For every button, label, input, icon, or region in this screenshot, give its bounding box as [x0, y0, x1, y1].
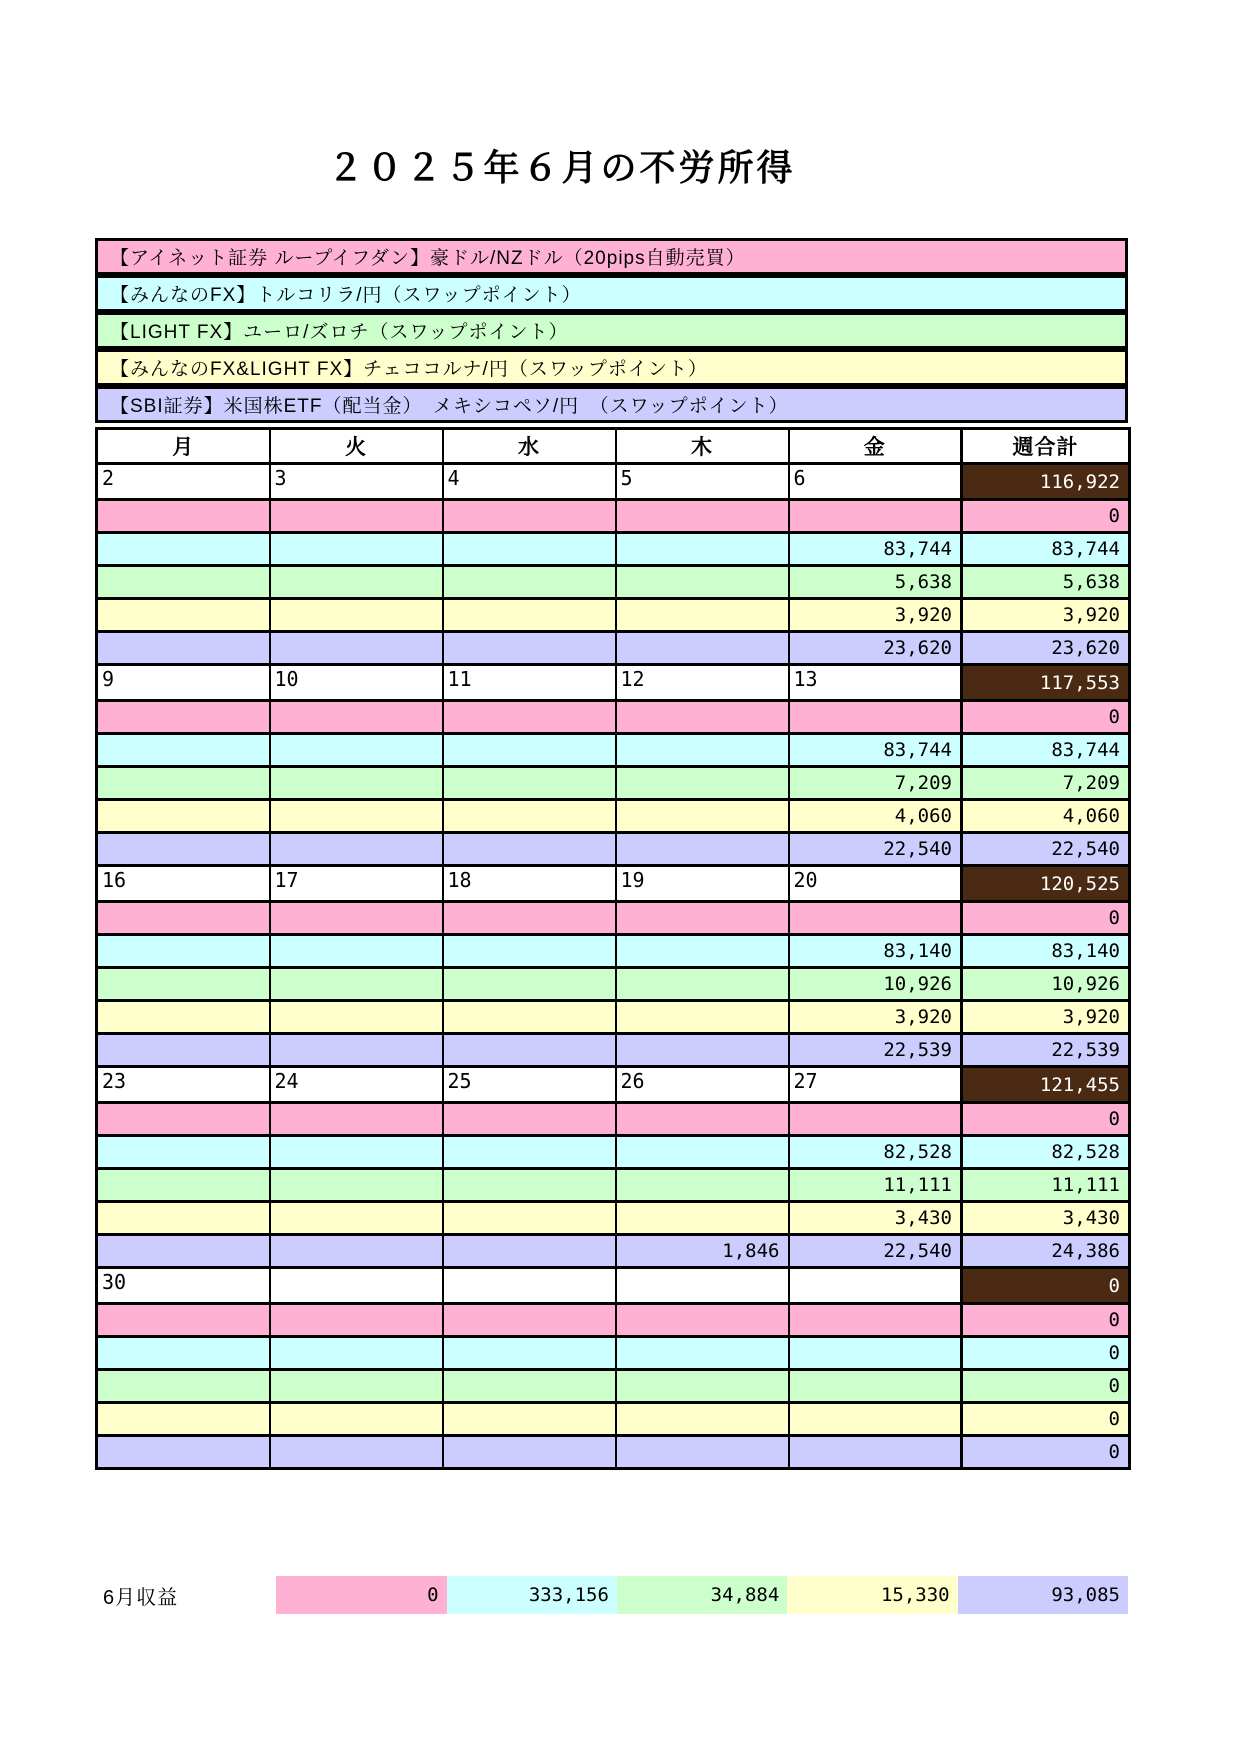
week-5-purple-row: [97, 1436, 1130, 1469]
day-header-1: 月: [97, 429, 270, 464]
row-total-cell: 0: [962, 902, 1130, 935]
value-cell: [270, 1202, 443, 1235]
day-header-4: 木: [616, 429, 789, 464]
value-cell: [443, 1436, 616, 1469]
date-cell: [443, 1268, 616, 1304]
value-cell: 7,209: [789, 767, 962, 800]
value-cell: [270, 533, 443, 566]
value-cell: [270, 1136, 443, 1169]
value-cell: [270, 935, 443, 968]
row-total-cell: 3,920: [962, 599, 1130, 632]
week-total-cell: 120,525: [962, 866, 1130, 902]
value-cell: [616, 1103, 789, 1136]
value-cell: 4,060: [789, 800, 962, 833]
date-cell: 9: [97, 665, 270, 701]
monthly-summary: [95, 1576, 1128, 1614]
week-2-pink-row: [97, 701, 1130, 734]
value-cell: [97, 767, 270, 800]
legend-label: 【SBI証券】米国株ETF（配当金） メキシコペソ/円 （スワップポイント）: [110, 396, 789, 417]
date-cell: 10: [270, 665, 443, 701]
value-cell: [97, 566, 270, 599]
value-cell: [270, 734, 443, 767]
value-cell: [270, 566, 443, 599]
week-2-yellow-row: [97, 800, 1130, 833]
week-3-cyan-row: [97, 935, 1130, 968]
summary-cell-pink: 0: [276, 1576, 446, 1614]
week-total-cell: 116,922: [962, 464, 1130, 500]
value-cell: 5,638: [789, 566, 962, 599]
value-cell: [97, 1001, 270, 1034]
value-cell: [97, 968, 270, 1001]
date-cell: 25: [443, 1067, 616, 1103]
value-cell: [616, 800, 789, 833]
value-cell: [789, 1103, 962, 1136]
week-4-date-row: [97, 1067, 1130, 1103]
week-2-green-row: [97, 767, 1130, 800]
value-cell: [443, 1136, 616, 1169]
value-cell: [443, 1337, 616, 1370]
date-cell: [616, 1268, 789, 1304]
value-cell: 83,744: [789, 533, 962, 566]
value-cell: 3,920: [789, 1001, 962, 1034]
row-total-cell: 0: [962, 1436, 1130, 1469]
legend-label: 【LIGHT FX】ユーロ/ズロチ（スワップポイント）: [110, 322, 569, 343]
value-cell: [97, 500, 270, 533]
legend-row-pink: [95, 238, 1128, 275]
value-cell: [270, 1436, 443, 1469]
value-cell: [270, 1403, 443, 1436]
row-total-cell: 0: [962, 1337, 1130, 1370]
row-total-cell: 83,140: [962, 935, 1130, 968]
row-total-cell: 24,386: [962, 1235, 1130, 1268]
value-cell: [97, 935, 270, 968]
week-1-purple-row: [97, 632, 1130, 665]
value-cell: [616, 1337, 789, 1370]
value-cell: [270, 701, 443, 734]
row-total-cell: 83,744: [962, 533, 1130, 566]
value-cell: [270, 968, 443, 1001]
value-cell: 22,540: [789, 833, 962, 866]
date-cell: 24: [270, 1067, 443, 1103]
value-cell: [443, 734, 616, 767]
header-row: [97, 429, 1130, 464]
page-title: ２０２５年６月の不労所得: [327, 147, 796, 188]
value-cell: [616, 734, 789, 767]
value-cell: [616, 1136, 789, 1169]
value-cell: [443, 800, 616, 833]
value-cell: 83,140: [789, 935, 962, 968]
value-cell: [97, 599, 270, 632]
week-total-cell: 121,455: [962, 1067, 1130, 1103]
date-cell: 27: [789, 1067, 962, 1103]
value-cell: [270, 599, 443, 632]
week-3-purple-row: [97, 1034, 1130, 1067]
summary-cell-yellow: 15,330: [787, 1576, 957, 1614]
row-total-cell: 4,060: [962, 800, 1130, 833]
value-cell: [270, 800, 443, 833]
value-cell: [97, 632, 270, 665]
week-1-pink-row: [97, 500, 1130, 533]
value-cell: [443, 1403, 616, 1436]
value-cell: [97, 833, 270, 866]
week-1-date-row: [97, 464, 1130, 500]
value-cell: [97, 734, 270, 767]
value-cell: [270, 902, 443, 935]
row-total-cell: 5,638: [962, 566, 1130, 599]
value-cell: [789, 902, 962, 935]
value-cell: [616, 500, 789, 533]
value-cell: [270, 1304, 443, 1337]
value-cell: 83,744: [789, 734, 962, 767]
value-cell: [97, 1403, 270, 1436]
value-cell: [443, 533, 616, 566]
row-total-cell: 10,926: [962, 968, 1130, 1001]
value-cell: [443, 1235, 616, 1268]
value-cell: 3,920: [789, 599, 962, 632]
value-cell: [97, 1034, 270, 1067]
summary-cell-purple: 93,085: [958, 1576, 1128, 1614]
row-total-cell: 23,620: [962, 632, 1130, 665]
value-cell: [97, 800, 270, 833]
value-cell: [443, 767, 616, 800]
value-cell: [789, 1337, 962, 1370]
date-cell: 16: [97, 866, 270, 902]
value-cell: [97, 1436, 270, 1469]
summary-cell-green: 34,884: [617, 1576, 787, 1614]
value-cell: 1,846: [616, 1235, 789, 1268]
value-cell: [270, 1169, 443, 1202]
row-total-cell: 0: [962, 1304, 1130, 1337]
legend-label: 【アイネット証券 ループイフダン】豪ドル/NZドル（20pips自動売買）: [110, 248, 746, 269]
value-cell: [616, 1169, 789, 1202]
value-cell: [270, 767, 443, 800]
value-cell: [616, 833, 789, 866]
day-header-3: 水: [443, 429, 616, 464]
date-cell: 12: [616, 665, 789, 701]
value-cell: [789, 500, 962, 533]
value-cell: [789, 1436, 962, 1469]
value-cell: [616, 1370, 789, 1403]
value-cell: [616, 533, 789, 566]
week-3-pink-row: [97, 902, 1130, 935]
value-cell: [270, 1034, 443, 1067]
week-5-cyan-row: [97, 1337, 1130, 1370]
value-cell: [443, 1202, 616, 1235]
date-cell: 2: [97, 464, 270, 500]
value-cell: [789, 1403, 962, 1436]
value-cell: 23,620: [789, 632, 962, 665]
legend-label: 【みんなのFX&LIGHT FX】チェココルナ/円（スワップポイント）: [110, 359, 708, 380]
week-5-yellow-row: [97, 1403, 1130, 1436]
week-4-cyan-row: [97, 1136, 1130, 1169]
date-cell: 3: [270, 464, 443, 500]
week-3-date-row: [97, 866, 1130, 902]
day-header-5: 金: [789, 429, 962, 464]
date-cell: 17: [270, 866, 443, 902]
value-cell: [443, 1304, 616, 1337]
value-cell: [443, 1103, 616, 1136]
date-cell: 23: [97, 1067, 270, 1103]
week-total-cell: 117,553: [962, 665, 1130, 701]
legend-row-yellow: [95, 349, 1128, 386]
value-cell: [616, 1202, 789, 1235]
row-total-cell: 22,539: [962, 1034, 1130, 1067]
value-cell: [616, 902, 789, 935]
row-total-cell: 0: [962, 1103, 1130, 1136]
week-2-purple-row: [97, 833, 1130, 866]
week-4-yellow-row: [97, 1202, 1130, 1235]
value-cell: [270, 1337, 443, 1370]
value-cell: [97, 533, 270, 566]
value-cell: [97, 1337, 270, 1370]
value-cell: [97, 1136, 270, 1169]
date-cell: 5: [616, 464, 789, 500]
date-cell: 19: [616, 866, 789, 902]
date-cell: 18: [443, 866, 616, 902]
value-cell: [616, 1403, 789, 1436]
value-cell: 22,540: [789, 1235, 962, 1268]
value-cell: [616, 1034, 789, 1067]
date-cell: [789, 1268, 962, 1304]
value-cell: [789, 1304, 962, 1337]
week-4-purple-row: [97, 1235, 1130, 1268]
value-cell: [443, 833, 616, 866]
date-cell: 26: [616, 1067, 789, 1103]
value-cell: [97, 1202, 270, 1235]
value-cell: [616, 701, 789, 734]
value-cell: [97, 1370, 270, 1403]
legend-row-cyan: [95, 275, 1128, 312]
value-cell: [443, 701, 616, 734]
week-2-cyan-row: [97, 734, 1130, 767]
summary-label: 6月収益: [103, 1586, 179, 1609]
row-total-cell: 11,111: [962, 1169, 1130, 1202]
summary-cell-cyan: 333,156: [447, 1576, 617, 1614]
date-cell: 4: [443, 464, 616, 500]
value-cell: [443, 566, 616, 599]
date-cell: 20: [789, 866, 962, 902]
value-cell: [443, 902, 616, 935]
value-cell: 22,539: [789, 1034, 962, 1067]
week-total-header: 週合計: [962, 429, 1130, 464]
date-cell: 13: [789, 665, 962, 701]
value-cell: [616, 632, 789, 665]
value-cell: [97, 1103, 270, 1136]
value-cell: [616, 767, 789, 800]
value-cell: [616, 935, 789, 968]
value-cell: [97, 701, 270, 734]
value-cell: [443, 968, 616, 1001]
week-3-yellow-row: [97, 1001, 1130, 1034]
value-cell: [616, 1304, 789, 1337]
value-cell: [616, 1001, 789, 1034]
legend-row-purple: [95, 386, 1128, 423]
week-1-green-row: [97, 566, 1130, 599]
row-total-cell: 82,528: [962, 1136, 1130, 1169]
row-total-cell: 0: [962, 701, 1130, 734]
value-cell: [270, 632, 443, 665]
value-cell: [789, 701, 962, 734]
week-2-date-row: [97, 665, 1130, 701]
value-cell: [616, 968, 789, 1001]
row-total-cell: 0: [962, 500, 1130, 533]
value-cell: [443, 935, 616, 968]
value-cell: [443, 599, 616, 632]
value-cell: [270, 1001, 443, 1034]
row-total-cell: 83,744: [962, 734, 1130, 767]
calendar-wrap: [95, 427, 1128, 1470]
value-cell: [97, 1304, 270, 1337]
value-cell: [616, 1436, 789, 1469]
legend: [95, 238, 1128, 423]
value-cell: [270, 1370, 443, 1403]
value-cell: [616, 599, 789, 632]
value-cell: [443, 1001, 616, 1034]
week-5-date-row: [97, 1268, 1130, 1304]
row-total-cell: 3,430: [962, 1202, 1130, 1235]
value-cell: [443, 1169, 616, 1202]
value-cell: [97, 902, 270, 935]
legend-row-green: [95, 312, 1128, 349]
value-cell: [97, 1235, 270, 1268]
week-4-green-row: [97, 1169, 1130, 1202]
day-header-2: 火: [270, 429, 443, 464]
value-cell: [270, 1103, 443, 1136]
value-cell: [270, 833, 443, 866]
row-total-cell: 0: [962, 1403, 1130, 1436]
value-cell: [97, 1169, 270, 1202]
date-cell: 6: [789, 464, 962, 500]
value-cell: [270, 500, 443, 533]
week-4-pink-row: [97, 1103, 1130, 1136]
value-cell: 11,111: [789, 1169, 962, 1202]
week-1-cyan-row: [97, 533, 1130, 566]
week-1-yellow-row: [97, 599, 1130, 632]
row-total-cell: 22,540: [962, 833, 1130, 866]
calendar-table: [95, 427, 1131, 1470]
row-total-cell: 3,920: [962, 1001, 1130, 1034]
value-cell: 3,430: [789, 1202, 962, 1235]
row-total-cell: 7,209: [962, 767, 1130, 800]
value-cell: [443, 632, 616, 665]
value-cell: [443, 500, 616, 533]
value-cell: [270, 1235, 443, 1268]
week-3-green-row: [97, 968, 1130, 1001]
week-5-green-row: [97, 1370, 1130, 1403]
value-cell: [616, 566, 789, 599]
value-cell: [443, 1370, 616, 1403]
date-cell: 11: [443, 665, 616, 701]
week-total-cell: 0: [962, 1268, 1130, 1304]
value-cell: 82,528: [789, 1136, 962, 1169]
value-cell: [443, 1034, 616, 1067]
week-5-pink-row: [97, 1304, 1130, 1337]
row-total-cell: 0: [962, 1370, 1130, 1403]
value-cell: 10,926: [789, 968, 962, 1001]
legend-label: 【みんなのFX】トルコリラ/円（スワップポイント）: [110, 285, 582, 306]
date-cell: 30: [97, 1268, 270, 1304]
value-cell: [789, 1370, 962, 1403]
date-cell: [270, 1268, 443, 1304]
